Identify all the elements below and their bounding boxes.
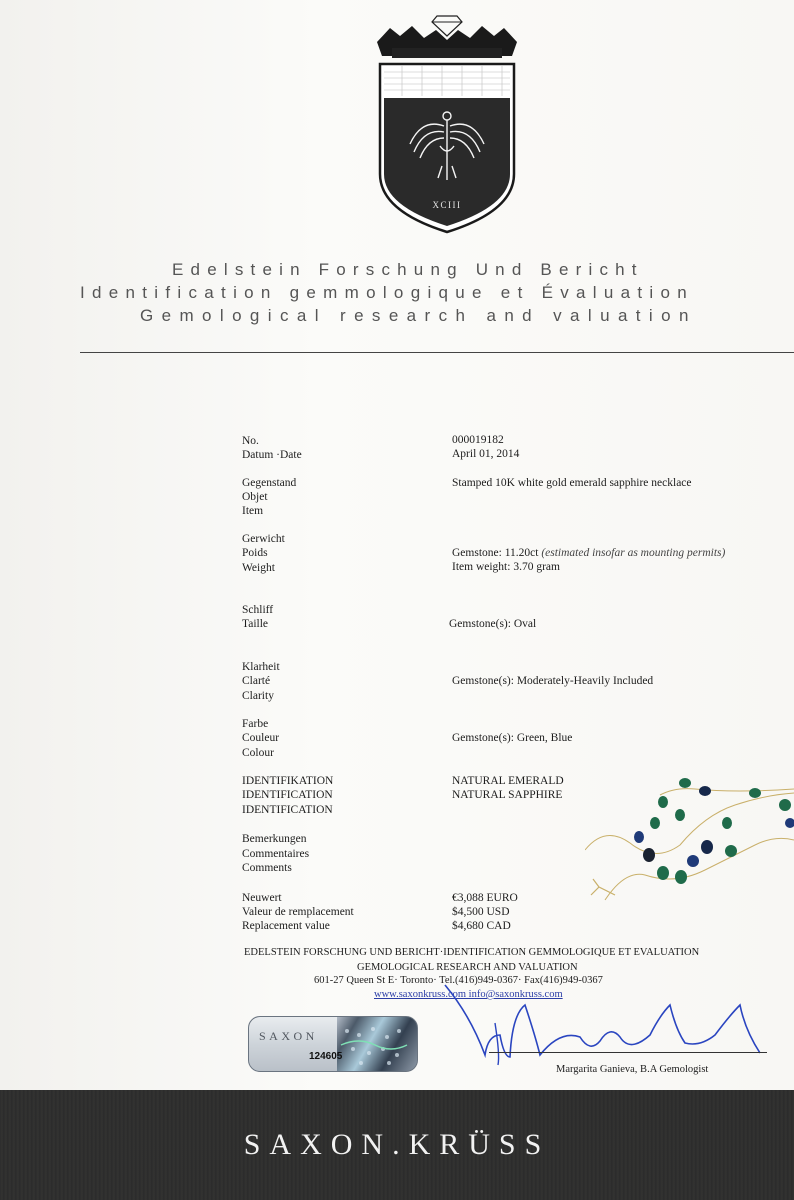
item-label-en: Item — [242, 505, 264, 517]
signatory-name: Margarita Ganieva, B.A Gemologist — [556, 1064, 709, 1075]
remarks-label-en: Comments — [242, 862, 292, 874]
crest-logo — [372, 6, 522, 234]
hologram-brand: SAXON — [259, 1029, 318, 1043]
hologram-serial: 124605 — [309, 1051, 343, 1062]
colour-label-de: Farbe — [242, 718, 269, 730]
cut-value: Gemstone(s): Oval — [449, 618, 537, 630]
remarks-label-de: Bemerkungen — [242, 833, 307, 845]
item-value: Stamped 10K white gold emerald sapphire necklace — [452, 477, 692, 489]
no-label: No. — [242, 435, 259, 447]
date-label: Datum ·Date — [242, 449, 302, 461]
clarity-value: Gemstone(s): Moderately-Heavily Included — [452, 675, 654, 687]
clarity-label-en: Clarity — [242, 690, 274, 702]
value-cad: $4,680 CAD — [452, 920, 511, 932]
footer-web-links[interactable]: www.saxonkruss.com info@saxonkruss.com — [374, 989, 563, 1000]
colour-value: Gemstone(s): Green, Blue — [452, 732, 573, 744]
hologram-label-area — [249, 1017, 337, 1072]
date-value: April 01, 2014 — [452, 448, 520, 460]
header-line-en: Gemological research and valuation — [140, 306, 697, 325]
colour-label-en: Colour — [242, 747, 274, 759]
header-line-fr: Identification gemmologique et Évaluation — [80, 283, 694, 302]
weight-value-item: Item weight: 3.70 gram — [452, 561, 560, 573]
weight-gemstone-text: Gemstone: 11.20ct — [452, 547, 539, 559]
header-divider — [80, 352, 794, 353]
brand-name: SAXON.KRÜSS — [243, 1128, 551, 1161]
item-label-de: Gegenstand — [242, 477, 297, 489]
value-usd: $4,500 USD — [452, 906, 510, 918]
clarity-label-de: Klarheit — [242, 661, 280, 673]
remarks-label-fr: Commentaires — [242, 848, 310, 860]
value-label-fr: Valeur de remplacement — [242, 906, 354, 918]
value-euro: €3,088 EURO — [452, 892, 518, 904]
value-label-en: Replacement value — [242, 920, 330, 932]
cut-label-de: Schliff — [242, 604, 274, 616]
item-label-fr: Objet — [242, 491, 268, 503]
weight-note: (estimated insofar as mounting permits) — [541, 547, 726, 559]
signature-line — [489, 1052, 767, 1053]
value-label-de: Neuwert — [242, 892, 282, 904]
hologram-pattern — [339, 1023, 409, 1067]
hologram-sticker — [248, 1016, 418, 1072]
colour-label-fr: Couleur — [242, 732, 280, 744]
weight-label-de: Gerwicht — [242, 533, 285, 545]
clarity-label-fr: Clarté — [242, 675, 271, 687]
necklace-photo — [585, 775, 794, 925]
ident-value-sapphire: NATURAL SAPPHIRE — [452, 789, 563, 801]
footer-research-line: GEMOLOGICAL RESEARCH AND VALUATION — [357, 962, 578, 973]
ident-label-fr: IDENTIFICATION — [242, 789, 333, 801]
ident-label-en: IDENTIFICATION — [242, 804, 333, 816]
no-value: 000019182 — [452, 434, 504, 446]
weight-value-gemstone — [452, 546, 725, 561]
gemologist-signature — [440, 975, 770, 1070]
footer-institution-line: EDELSTEIN FORSCHUNG UND BERICHT·IDENTIFICATION GEMMOLOGIQUE ET EVALUATION — [244, 947, 700, 958]
cut-label-fr: Taille — [242, 618, 269, 630]
header-line-de: Edelstein Forschung Und Bericht — [172, 260, 644, 279]
weight-label-fr: Poids — [242, 547, 268, 559]
weight-label-en: Weight — [242, 562, 275, 574]
footer-address-line: 601-27 Queen St E· Toronto· Tel.(416)949-0367· Fax(416)949-0367 — [314, 975, 603, 986]
ident-label-de: IDENTIFIKATION — [242, 775, 334, 787]
crest-roman-numeral: XCIII — [432, 200, 462, 210]
ident-value-emerald: NATURAL EMERALD — [452, 775, 564, 787]
